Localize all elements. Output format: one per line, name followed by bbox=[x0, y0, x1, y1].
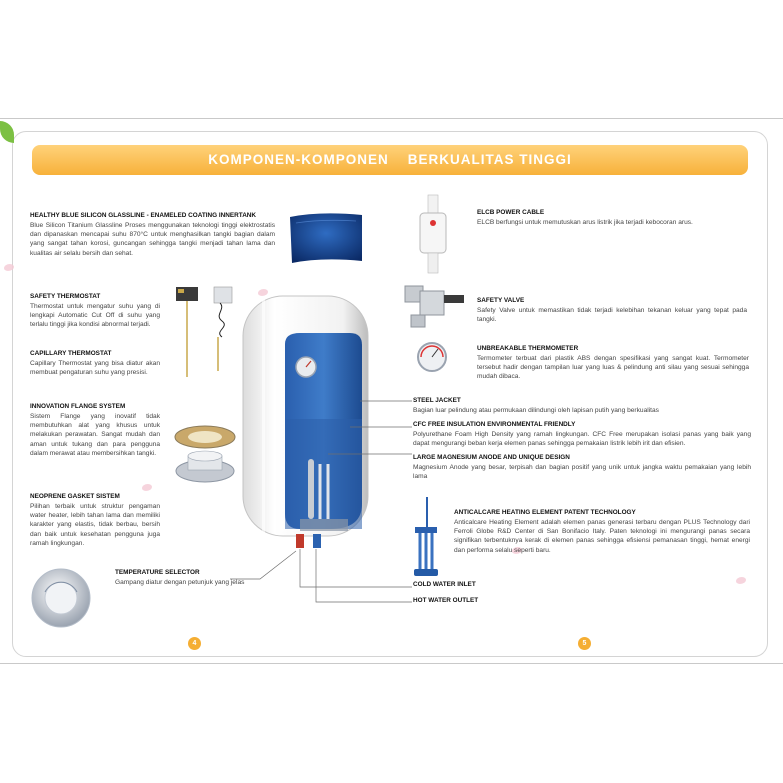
safety-thermostat-text: Thermostat untuk mengatur suhu yang di lengkapi Automatic Cut Off di suhu yang terlalu tinggi jika kondisi abnormal terjadi. bbox=[30, 302, 160, 329]
thermometer-title: UNBREAKABLE THERMOMETER bbox=[477, 345, 579, 352]
brochure-spread bbox=[0, 118, 783, 664]
safety-valve-icon bbox=[405, 286, 464, 327]
thermometer-section bbox=[477, 345, 749, 382]
glassline-text: Blue Silicon Titanium Glassline Proses menggunakan teknologi tinggi elektrostatis dan dipanaskan mencapai suhu 870°C untuk menghasilkan tangki bagian dalam yang sangat tahan korosi, guncangan sehingga tangki menjadi tahan lama dan kualitas air selalu bersih dan sehat. bbox=[30, 221, 275, 257]
anode-section bbox=[413, 454, 751, 481]
gasket-section bbox=[30, 493, 160, 549]
heating-element-icon bbox=[414, 497, 438, 576]
anode-text: Magnesium Anode yang besar, terpisah dan bagian positif yang unik untuk jangka waktu pemakaian yang lebih lama bbox=[413, 463, 751, 480]
temperature-section bbox=[115, 569, 295, 587]
temperature-title: TEMPERATURE SELECTOR bbox=[115, 569, 200, 576]
safety-thermostat-section bbox=[30, 293, 160, 330]
elcb-plug-icon bbox=[420, 195, 446, 273]
thermometer-gauge-icon bbox=[418, 343, 446, 371]
capillary-thermostat-section bbox=[30, 350, 160, 377]
heating-section bbox=[454, 509, 750, 555]
anode-title: LARGE MAGNESIUM ANODE AND UNIQUE DESIGN bbox=[413, 454, 570, 461]
flange-section bbox=[30, 403, 160, 459]
cfc-title: CFC FREE INSULATION ENVIRONMENTAL FRIENDLY bbox=[413, 421, 576, 428]
heating-text: Anticalcare Heating Element adalah elemen panas generasi terbaru dengan PLUS Technology dari Ferroli Globe R&D Center di San Bonifacio Italy. Paten teknologi ini mengurangi panas secara signifikan terbentuknya kerak di elemen panas sehingga efisiensi pemanasan tinggi, hemat energi dan performa selalu seperti baru. bbox=[454, 518, 750, 554]
cold-water-inlet-label: COLD WATER INLET bbox=[413, 581, 476, 588]
elcb-text: ELCB berfungsi untuk memutuskan arus listrik jika terjadi kebocoran arus. bbox=[477, 218, 693, 226]
capillary-thermostat-text: Capillary Thermostat yang bisa diatur akan membuat pengaturan suhu yang presisi. bbox=[30, 359, 160, 376]
gasket-title: NEOPRENE GASKET SISTEM bbox=[30, 493, 120, 500]
page-number-left: 4 bbox=[188, 637, 201, 650]
page-number-right: 5 bbox=[578, 637, 591, 650]
safety-valve-section bbox=[477, 297, 747, 324]
elcb-title: ELCB POWER CABLE bbox=[477, 209, 545, 216]
flange-icon bbox=[175, 426, 235, 482]
water-heater-illustration bbox=[243, 296, 368, 548]
capillary-thermostat-title: CAPILLARY THERMOSTAT bbox=[30, 350, 112, 357]
heating-title: ANTICALCARE HEATING ELEMENT PATENT TECHNOLOGY bbox=[454, 509, 636, 516]
hot-water-outlet-label: HOT WATER OUTLET bbox=[413, 597, 479, 604]
cfc-text: Polyurethane Foam High Density yang ramah lingkungan. CFC Free merupakan isolasi panas yang baik yang dapat mengurangi beban kerja elemen panas sehingga pemakaian listrik lebih irit dan efisien. bbox=[413, 430, 751, 447]
flange-text: Sistem Flange yang inovatif tidak membutuhkan alat yang khusus untuk melakukan perawatan. Sangat mudah dan aman untuk tukang dan para pengguna dalam merawat atau membersihkan tangki. bbox=[30, 412, 160, 458]
elcb-section bbox=[477, 209, 747, 227]
cfc-section bbox=[413, 421, 751, 448]
flange-title: INNOVATION FLANGE SYSTEM bbox=[30, 403, 126, 410]
steel-jacket-text: Bagian luar pelindung atau permukaan dilindungi oleh lapisan putih yang berkualitas bbox=[413, 406, 659, 414]
glassline-swatch bbox=[290, 213, 362, 263]
temperature-text: Gampang diatur dengan petunjuk yang jelas bbox=[115, 578, 245, 586]
thermostat-icon bbox=[176, 287, 232, 377]
glassline-title: HEALTHY BLUE SILICON GLASSLINE - ENAMELED COATING INNERTANK bbox=[30, 212, 257, 219]
steel-jacket-section bbox=[413, 397, 751, 415]
steel-jacket-title: STEEL JACKET bbox=[413, 397, 461, 404]
safety-valve-text: Safety Valve untuk memastikan tidak terjadi kelebihan tekanan keluar yang tepat pada tangki. bbox=[477, 306, 747, 323]
banner-title: KOMPONEN-KOMPONEN BERKUALITAS TINGGI bbox=[208, 152, 572, 167]
gasket-text: Pilihan terbaik untuk struktur pengaman water heater, lebih tahan lama dan memiliki karakter yang elastis, tidak berbau, bersih dan baik untuk kesehatan pengguna juga ramah lingkungan. bbox=[30, 502, 160, 548]
thermometer-text: Termometer terbuat dari plastik ABS dengan spesifikasi yang sangat kuat. Termometer tersebut hadir dengan tampilan luar yang luas & pelindung anti silau yang sesuai sehingga mudah dibaca. bbox=[477, 354, 749, 381]
glassline-section bbox=[30, 212, 275, 258]
safety-thermostat-title: SAFETY THERMOSTAT bbox=[30, 293, 101, 300]
gasket-dial-icon bbox=[32, 569, 90, 627]
safety-valve-title: SAFETY VALVE bbox=[477, 297, 525, 304]
